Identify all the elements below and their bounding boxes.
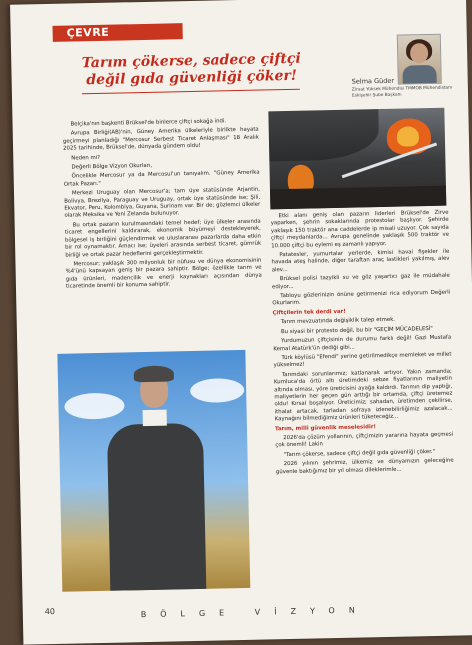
paragraph: Tarım mevzuatında değişiklik talep etmek. (280, 317, 396, 326)
author-photo (397, 34, 442, 85)
paragraph: Değerli Bölge Vizyon Okurları, (71, 162, 153, 171)
protest-photo (268, 108, 446, 210)
photo-smoke (268, 109, 379, 161)
paragraph: Avrupa Birliği(AB)'nin, Güney Amerika ülkeleriyle birlikte hayata geçirmeyi planladığı "Mercosur Serbest Ticaret Anlaşması" 18 Aralık 2025 tarihinde, Brüksel'de, dünyada gündem oldu! (62, 127, 259, 152)
paragraph: Neden mi? (71, 154, 101, 162)
footer-brand: BÖLGE VİZYON (140, 605, 369, 620)
ataturk-portrait-photo (57, 350, 250, 592)
portrait-coat (107, 423, 207, 592)
magazine-page (10, 0, 472, 645)
paragraph: Bu siyasi bir protesto değil, bu bir "GEÇİM MÜCADELESİ" (280, 325, 433, 335)
paragraph: Belçika'nın başkenti Brüksel'de binlerce çiftçi sokağa indi. (70, 118, 227, 128)
paragraph: Tabloyu gözlerinizin önüne getirmenizi rica ediyorum Değerli Okurlarım. (272, 289, 451, 307)
portrait-cloud (64, 392, 125, 419)
paragraph: Mercosur; yaklaşık 300 milyonluk bir nüfusu ve dünya ekonomisinin %4'ünü kapsayan geniş bir pazara sahiptir. Bölge; özellikle tarım ve gıda ürünleri, madencilik ve enerji kaynakları açısından dünya ticaretinde önemli bir konuma sahiptir. (65, 257, 262, 290)
paragraph: Öncelikle Mercosur ya da Mercosul'un tanıyalım. "Güney Amerika Ortak Pazarı." (63, 170, 260, 188)
paragraph: Yurdumuzun çiftçisinin de durumu farklı değil! Gazi Mustafa Kemal Atatürk'ün dediği gibi... (273, 334, 452, 352)
author-name: Selma Güder (351, 76, 395, 86)
portrait-collar (143, 410, 167, 426)
article-right-column (270, 210, 454, 479)
paragraph: Bu ortak pazarın kurulmasındaki temel hedef; üye ülkeler arasında ticaret engellerini kaldırarak, ekonomik büyümeyi destekleyerek, bölgesel iş birliğini güçlendirmek ve uluslararası pazarlarda daha etkin bir rol oynamaktır. Amacı ise; üyeleri arasında serbest ticaret, gümrük birliği ve ortak pazar hedeflerini gerçekleştirmektir. (64, 218, 262, 259)
page-number: 40 (44, 606, 56, 617)
paragraph: Merkezi Uruguay olan Mercosur'a; tam üye statüsünde Arjantin, Bolivya, Brezilya, Paraguay ve Uruguay, ortak üye statüsünde ise; Şili, Ekvator, Peru, Kolombiya, Guyana, Surinam var. Bir de; gözlemci ülkeler olarak Meksika ve Yeni Zelanda bulunuyor. (64, 186, 261, 220)
paragraph: Türk köylüsü "Efendi" yerine getirilmedikçe memleket ve millet yükselmez! (273, 351, 452, 369)
paragraph: "Tarım çökerse, sadece çiftçi değil gıda güvenliği çöker." (283, 448, 436, 458)
paragraph: Etki alanı geniş olan pazarın liderleri Brüksel'de Zirve yaparken, şehrin sokaklarında protestolar başlıyor. Şehirde yaklaşık 150 traktör ana caddelerde ip misali uzuyor. Çok sayıda çiftçi meydanlarda... Avrupa genelinde yaklaşık 500 traktör ve 10.000 çiftçi bu eylemi eş zamanlı yapıyor. (270, 209, 450, 249)
paragraph: 2026 yılının şehrimiz, ülkemiz ve dünyamızın geleceğine güvenle baktığımız bir yıl olması dileklerimle... (275, 457, 454, 475)
paragraph: Patatesler, yumurtalar yerlerde, kimisi havai fişekler ile havada ateş halinde, diğer taraftan araç lastikleri yakılmış, alev alev... (271, 248, 450, 274)
article-left-column (63, 118, 263, 294)
subheading: Çiftçilerin tek derdi var! (272, 308, 346, 317)
paragraph: Tarımdaki sorunlarımız; katlanarak artıyor. Yakın zamanda; Kumluca'da örtü altı üretimdeki sebze fiyatlarının maliyetin altında olması, yöre üreticisini ayağa kaldırdı. Tarımın dip yaptığı, maliyetlerin her geçen gün arttığı bir ortamda, çiftçi üretemez oldu! Kırsal boşalıyor. Üreticimiz; sahadan, üretimden çekilirse, ithalat artacak, tarladan sofraya izlenebilirliğimiz azalacak... Kaynağını bilmediğimiz ürünleri tüketeceğiz... (273, 368, 453, 423)
paragraph: 2026'da çözüm yollarının, çiftçimizin yararına hayata geçmesi çok önemli! Lakin (275, 431, 454, 449)
section-tag: ÇEVRE (53, 23, 183, 42)
subheading: Tarım, milli güvenlik meselesidir! (274, 423, 376, 432)
author-shoulders (402, 65, 436, 84)
photo-flame (397, 126, 419, 146)
portrait-cloud (190, 378, 244, 403)
paragraph: Brüksel polisi tazyikli su ve göz yaşartıcı gaz ile müdahale ediyor... (271, 272, 450, 291)
headline-rule (82, 89, 300, 95)
article-headline: Tarım çökerse, sadece çiftçi değil gıda güvenliği çöker! (81, 50, 301, 89)
portrait-hat (134, 365, 174, 382)
author-title: Ziraat Yüksek Mühendisi TMMOB Mühendistanı Eskişehir Şube Başkanı (351, 85, 453, 99)
photo-crowd (270, 186, 446, 210)
